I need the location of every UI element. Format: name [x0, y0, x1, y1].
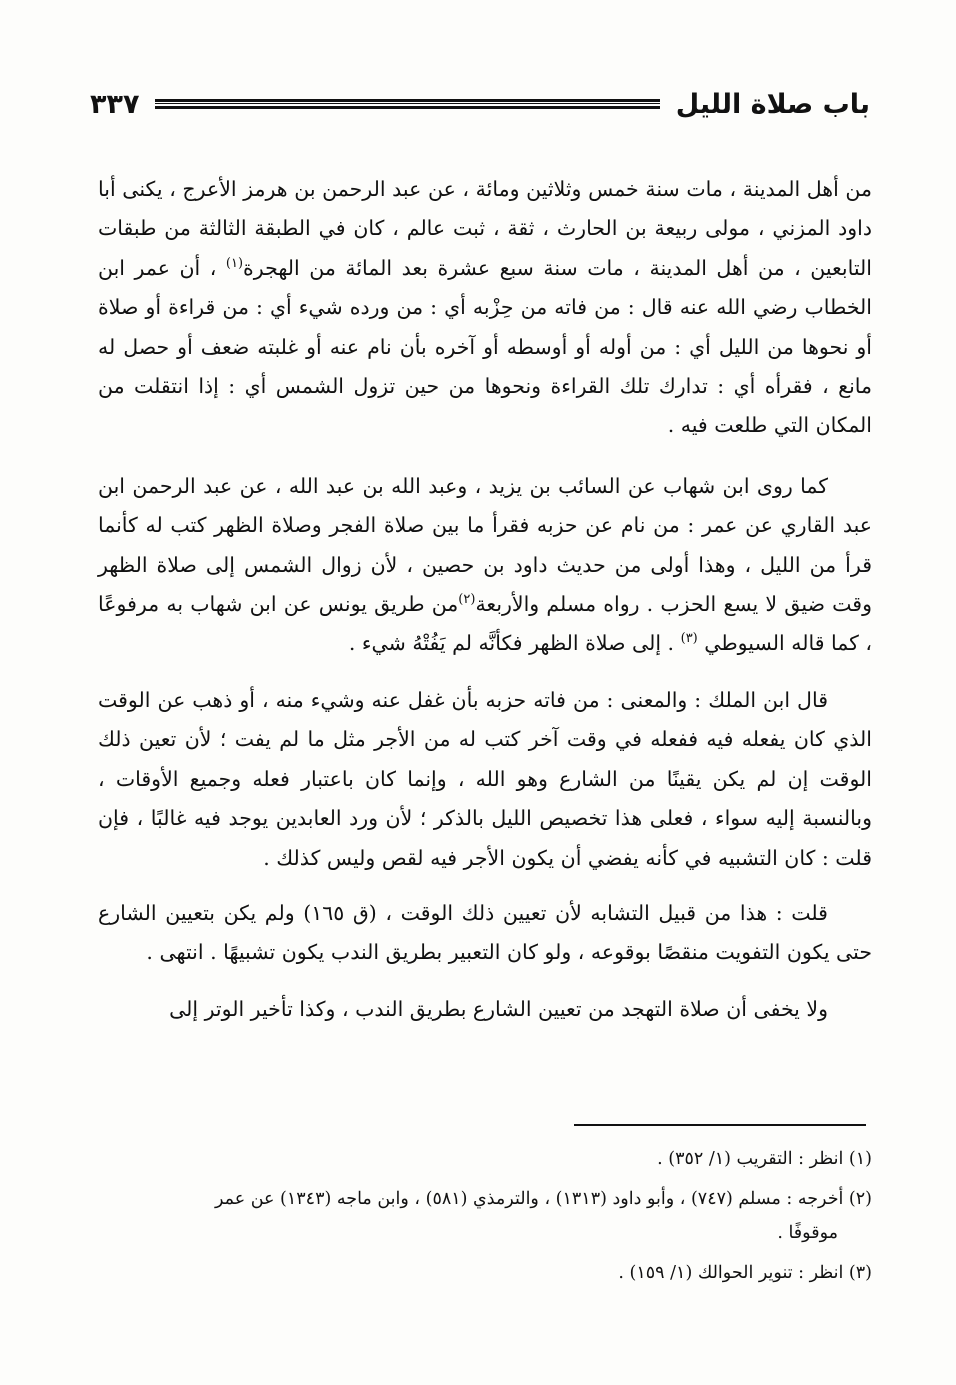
paragraph-1-text-b: ، أن عمر ابن الخطاب رضي الله عنه قال : من فاته من حِزْبه أي : من ورده شيء أي : من قراءة أو صلاة أو نحوها من الليل أي : من أوله أو أوسطه أو آخره بأن نام عنه أو غلبته ضعف أو حصل له مانع ، فقرأه أي : تدارك تلك القراءة ونحوها من حين تزول الشمس أي : إذا انتقلت من المكان التي طلعت فيه . [98, 255, 872, 438]
footnote-separator [574, 1124, 866, 1126]
main-text [98, 170, 872, 1029]
chapter-title: باب صلاة الليل [675, 88, 870, 120]
footnote-3: (٣) انظر : تنوير الحوالك (١/ ١٥٩) . [618, 1263, 872, 1283]
footnotes [98, 1142, 872, 1290]
footnote-1: (١) انظر : التقريب (١/ ٣٥٢) . [657, 1149, 872, 1169]
paragraph-5: ولا يخفى أن صلاة التهجد من تعيين الشارع بطريق الندب ، وكذا تأخير الوتر إلى [169, 996, 828, 1021]
running-header [90, 82, 870, 126]
footnote-2-continuation: موقوفًا . [777, 1223, 838, 1243]
paragraph-1-text-a: من أهل المدينة ، مات سنة خمس وثلاثين ومائة ، عن عبد الرحمن بن هرمز الأعرج ، يكنى أبا داود المزني ، مولى ربيعة بن الحارث ، ثقة ، ثبت عالم ، كان في الطبقة الثالثة من طبقات التابعين ، من أهل المدينة ، مات سنة سبع عشرة بعد المائة من الهجرة [98, 177, 872, 280]
header-rule [155, 99, 659, 109]
footnote-ref-2: (٢) [458, 592, 476, 608]
footnote-ref-1: (١) [225, 255, 244, 271]
page-number: ٣٣٧ [90, 88, 140, 120]
paragraph-1 [98, 170, 872, 446]
paragraph-2-text-a: كما روى ابن شهاب عن السائب بن يزيد ، وعبد الله بن عبد الله ، عن عبد الرحمن ابن عبد القاري عن عمر : من نام عن حزبه فقرأ ما بين صلاة الفجر وصلاة الظهر كتب له كأنما قرأ من الليل ، وهذا أولى من حديث داود بن حصين ، لأن زوال الشمس إلى صلاة الظهر وقت ضيق لا يسع الحزب . رواه مسلم والأربعة [98, 473, 872, 617]
footnote-2: (٢) أخرجه : مسلم (٧٤٧) ، وأبو داود (١٣١٣) ، والترمذي (٥٨١) ، وابن ماجه (١٣٤٣) عن عمر [214, 1189, 872, 1209]
footnote-ref-3: (٣) [680, 631, 698, 647]
paragraph-2-text-b: من طريق يونس عن ابن شهاب به مرفوعًا ، كما قاله السيوطي [98, 592, 872, 656]
paragraph-2 [98, 467, 872, 664]
paragraph-2-text-c: . إلى صلاة الظهر فكأنَّه لم يَفُتْهُ شيء . [348, 631, 675, 656]
paragraph-4: قلت : هذا من قبيل التشابه لأن تعيين ذلك الوقت ، (ق ١٦٥) ولم يكن بتعيين الشارع حتى يكون التفويت منقصًا بوقوعه ، ولو كان التعبير بطريق الندب يكون تشبيهًا . انتهى . [98, 900, 872, 965]
paragraph-3: قال ابن الملك : والمعنى : من فاته حزبه بأن غفل عنه وشيء منه ، أو ذهب عن الوقت الذي كان يفعله فيه ففعله في وقت آخر كتب له من الأجر مثل ما لم يفت ؛ لأن تعين ذلك الوقت إن لم يكن يقينًا من الشارع وهو الله ، وإنما كان باعتبار فعله وجميع الأوقات ، وبالنسبة إليه سواء ، فعلى هذا تخصيص الليل بالذكر ؛ لأن ورد العابدين يوجد فيه غالبًا ، فإن قلت : كان التشبيه في كأنه يفضي أن يكون الأجر فيه لقص وليس كذلك . [98, 687, 872, 870]
